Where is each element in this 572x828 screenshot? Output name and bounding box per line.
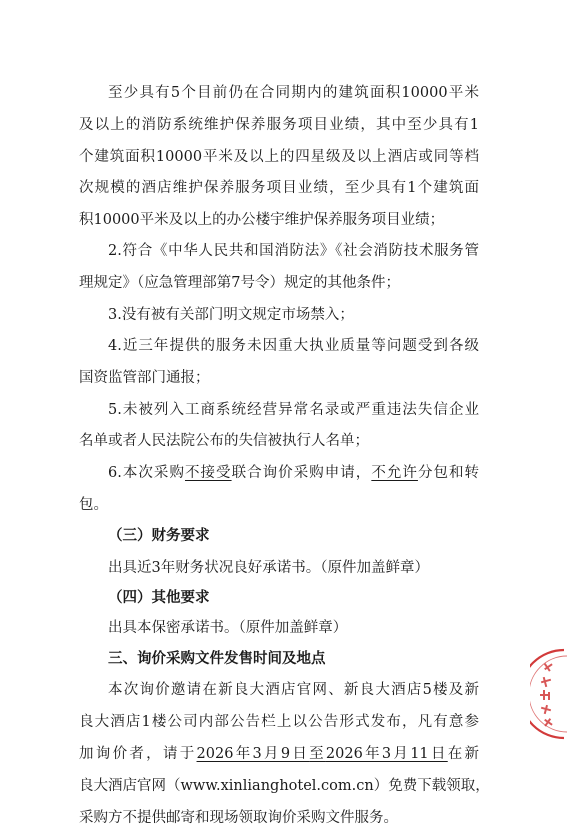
item6-underline-no-accept: 不接受: [184, 465, 232, 481]
item6-line1: [108, 463, 479, 483]
s3-line1: 本次询价邀请在新良大酒店官网、新良大酒店5楼及新: [108, 682, 479, 698]
para1-line2: 及以上的消防系统维护保养服务项目业绩，其中至少具有1: [79, 117, 479, 133]
finance-body: 出具近3年财务状况良好承诺书。（原件加盖鲜章）: [108, 560, 429, 576]
item6-underline-no-allow: 不允许: [371, 465, 418, 481]
other-body: 出具本保密承诺书。（原件加盖鲜章）: [108, 620, 348, 636]
date-to: 至: [309, 746, 326, 762]
para1-line3: 个建筑面积10000平米及以上的四星级及以上酒店或同等档: [79, 149, 479, 165]
item5-line1: 5.未被列入工商系统经营异常名录或严重违法失信企业: [108, 402, 479, 418]
finance-heading: （三）财务要求: [108, 527, 210, 544]
item2-line1: 2.符合《中华人民共和国消防法》《社会消防技术服务管: [108, 243, 479, 259]
item6-text-a: 6.本次采购: [108, 465, 185, 481]
item4-line1: 4.近三年提供的服务未因重大执业质量等问题受到各级: [108, 338, 479, 354]
s3-line4: 良大酒店官网（www.xinlianghotel.com.cn）免费下载领取，: [79, 778, 490, 794]
item2-line2: 理规定》（应急管理部第7号令）规定的其他条件；: [79, 275, 400, 291]
para1-line4: 次规模的酒店维护保养服务项目业绩，至少具有1个建筑面: [79, 180, 479, 196]
item5-line2: 名单或者人民法院公布的失信被执行人名单；: [79, 433, 369, 449]
section3-heading: 三、询价采购文件发售时间及地点: [108, 650, 326, 667]
para1-line1: 至少具有5个目前仍在合同期内的建筑面积10000平米: [108, 85, 479, 101]
item6-text-c: 分包和转: [417, 465, 480, 481]
s3-line3: [79, 744, 479, 764]
red-seal-stamp-icon: [530, 648, 570, 740]
s3-text-a: 加询价者，请于: [79, 746, 197, 762]
s3-line2: 良大酒店1楼公司内部公告栏上以公告形式发布，凡有意参: [79, 714, 479, 730]
para1-line5: 积10000平米及以上的办公楼宇维护保养服务项目业绩；: [79, 212, 445, 228]
item3: 3.没有被有关部门明文规定市场禁入；: [108, 307, 354, 323]
date-start: 2026年3月9日: [196, 746, 310, 762]
other-heading: （四）其他要求: [108, 589, 210, 606]
s3-text-c: 在新: [447, 746, 480, 762]
item6-text-b: 联合询价采购申请，: [231, 465, 372, 481]
item4-line2: 国资监管部门通报；: [79, 370, 210, 386]
date-end: 2026年3月11日: [325, 746, 448, 762]
item6-line2: 包。: [79, 497, 108, 513]
s3-line5: 采购方不提供邮寄和现场领取询价采购文件服务。: [79, 810, 398, 826]
